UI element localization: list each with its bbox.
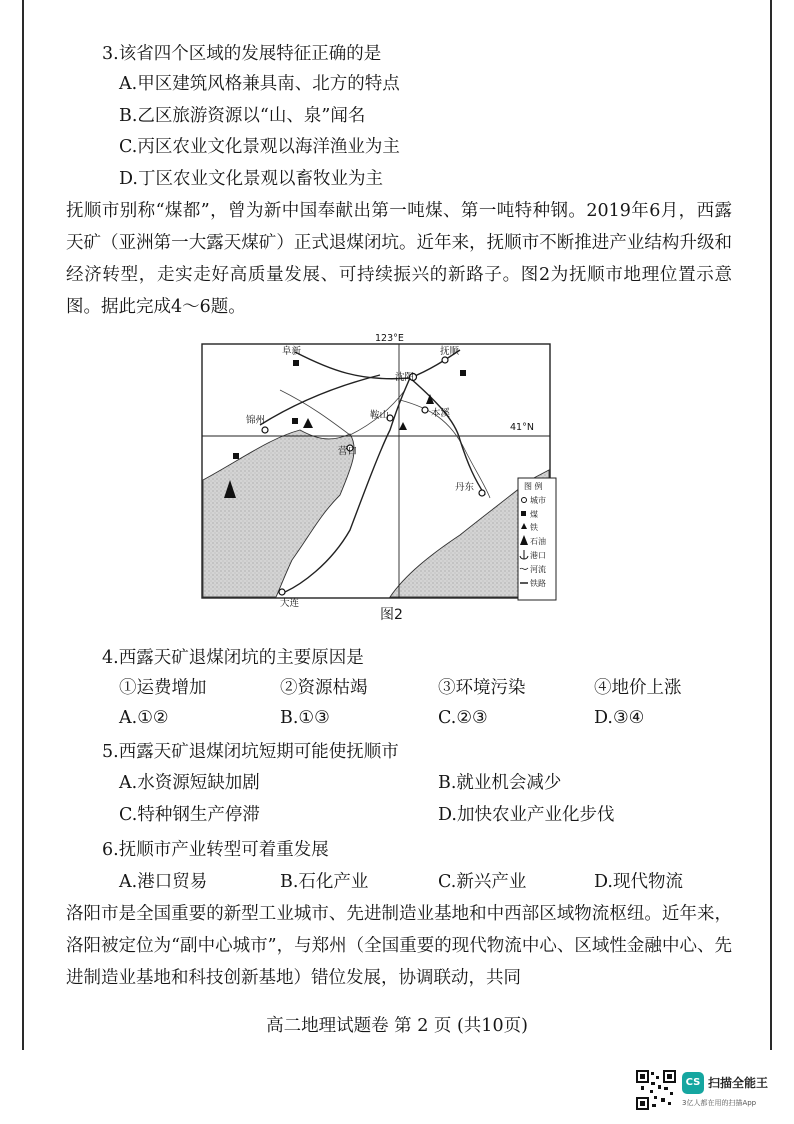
legend-oil: 石油 — [530, 537, 546, 546]
legend-port: 港口 — [530, 551, 546, 560]
q6-stem: 6.抚顺市产业转型可着重发展 — [102, 840, 329, 860]
legend-city: 城市 — [530, 496, 546, 505]
map-city-dandong: 丹东 — [455, 482, 475, 493]
legend-coal: 煤 — [530, 510, 538, 519]
map-latitude-label: 41°N — [510, 422, 534, 433]
q4-statement-2: ②资源枯竭 — [280, 678, 368, 698]
camscanner-logo: CS — [682, 1072, 704, 1094]
q3-option-b: B.乙区旅游资源以“山、泉”闻名 — [119, 106, 366, 126]
legend-title: 图 例 — [524, 482, 543, 491]
q4-statement-4: ④地价上涨 — [594, 678, 682, 698]
map-legend — [518, 478, 556, 600]
q4-option-a: A.①② — [119, 708, 169, 728]
q6-option-a: A.港口贸易 — [119, 872, 208, 892]
map-city-anshan: 鞍山 — [370, 410, 390, 421]
q4-statement-3: ③环境污染 — [438, 678, 526, 698]
passage-fushun: 抚顺市别称“煤都”，曾为新中国奉献出第一吨煤、第一吨特种钢。2019年6月，西露天矿（亚洲第一大露天煤矿）正式退煤闭坑。近年来，抚顺市不断推进产业结构升级和经济转型，走实走好高质量发展、可持续振兴的新路子。图2为抚顺市地理位置示意图。据此完成4～6题。 — [66, 201, 732, 317]
figure-2-map — [200, 330, 560, 610]
legend-iron: 铁 — [530, 523, 538, 532]
scanner-badge — [636, 1070, 786, 1114]
q4-option-d: D.③④ — [594, 708, 645, 728]
q3-stem: 3.该省四个区域的发展特征正确的是 — [102, 44, 382, 64]
figure-caption: 图2 — [380, 607, 403, 623]
passage-luoyang: 洛阳市是全国重要的新型工业城市、先进制造业基地和中西部区域物流枢纽。近年来，洛阳被定位为“副中心城市”，与郑州（全国重要的现代物流中心、区域性金融中心、先进制造业基地和科技创新基地）错位发展，协调联动，共同 — [66, 904, 732, 988]
q6-option-d: D.现代物流 — [594, 872, 683, 892]
q4-option-b: B.①③ — [280, 708, 330, 728]
q3-option-c: C.丙区农业文化景观以海洋渔业为主 — [119, 137, 400, 157]
legend-railway: 铁路 — [530, 579, 546, 588]
q6-option-b: B.石化产业 — [280, 872, 369, 892]
map-city-jinzhou: 锦州 — [246, 415, 266, 426]
q5-option-c: C.特种钢生产停滞 — [119, 805, 260, 825]
page-border-left — [22, 0, 24, 1050]
map-city-yingkou: 营口 — [338, 446, 358, 457]
q4-option-c: C.②③ — [438, 708, 488, 728]
qr-code-icon — [636, 1070, 676, 1110]
map-city-benxi: 本溪 — [431, 408, 451, 419]
q5-option-b: B.就业机会减少 — [438, 773, 562, 793]
map-city-fushun: 抚顺 — [440, 346, 460, 357]
q5-option-d: D.加快农业产业化步伐 — [438, 805, 615, 825]
legend-river: 河流 — [530, 565, 546, 574]
q5-option-a: A.水资源短缺加剧 — [119, 773, 260, 793]
camscanner-name: 扫描全能王 — [708, 1076, 769, 1090]
q3-option-a: A.甲区建筑风格兼具南、北方的特点 — [119, 74, 400, 94]
camscanner-tagline: 3亿人都在用的扫描App — [682, 1099, 757, 1107]
page-footer: 高二地理试题卷 第 2 页 (共10页) — [266, 1016, 528, 1036]
q3-option-d: D.丁区农业文化景观以畜牧业为主 — [119, 169, 383, 189]
map-city-fuxin: 阜新 — [282, 346, 302, 357]
map-city-shenyang: 沈阳 — [395, 372, 415, 383]
q4-stem: 4.西露天矿退煤闭坑的主要原因是 — [102, 648, 364, 668]
q4-statement-1: ①运费增加 — [119, 678, 207, 698]
map-longitude-label: 123°E — [375, 333, 404, 344]
map-city-dalian: 大连 — [280, 598, 300, 609]
q5-stem: 5.西露天矿退煤闭坑短期可能使抚顺市 — [102, 742, 399, 762]
page-border-right — [770, 0, 772, 1050]
q6-option-c: C.新兴产业 — [438, 872, 527, 892]
